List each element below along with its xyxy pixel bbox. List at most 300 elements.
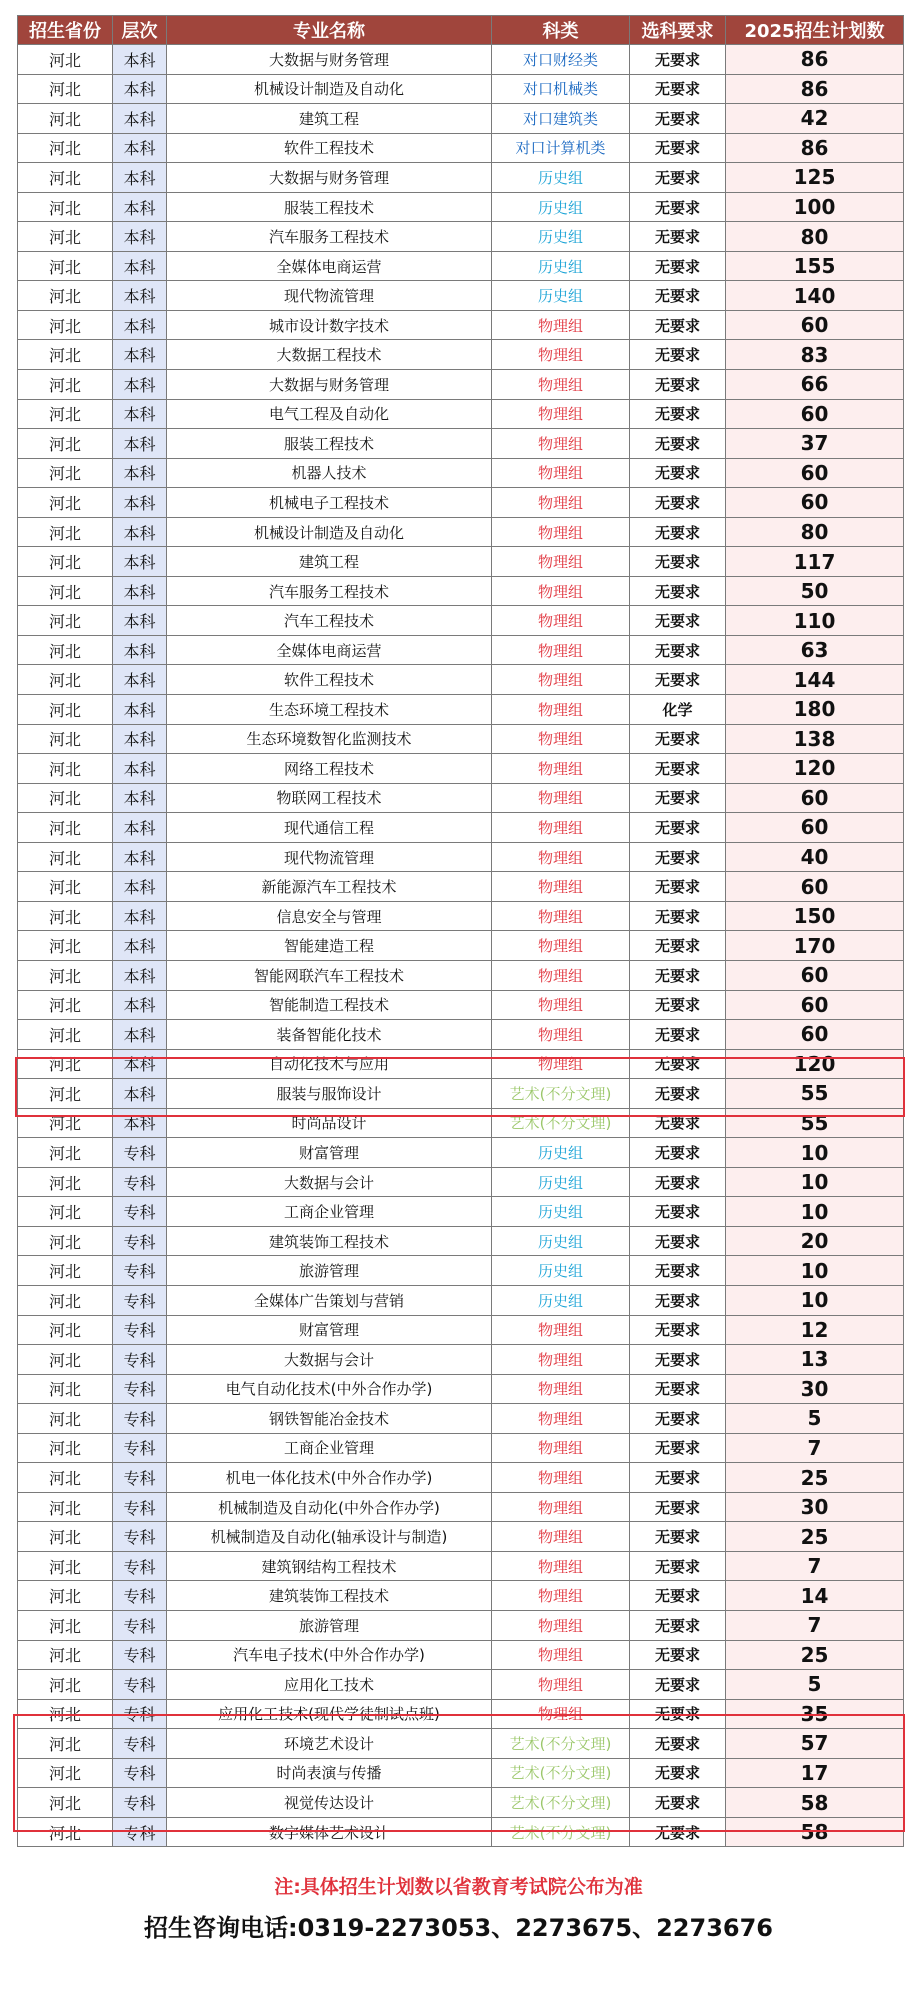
table-row [18, 1315, 904, 1345]
cell-major: 大数据与财务管理 [167, 370, 492, 400]
cell-category: 物理组 [492, 429, 630, 459]
cell-category: 物理组 [492, 517, 630, 547]
cell-level: 专科 [113, 1345, 167, 1375]
cell-major: 装备智能化技术 [167, 1020, 492, 1050]
cell-plan: 110 [726, 606, 904, 636]
cell-requirement: 无要求 [630, 1522, 726, 1552]
cell-requirement: 无要求 [630, 1108, 726, 1138]
cell-requirement: 无要求 [630, 1758, 726, 1788]
cell-level: 专科 [113, 1197, 167, 1227]
cell-major: 工商企业管理 [167, 1433, 492, 1463]
cell-level: 本科 [113, 74, 167, 104]
cell-category: 物理组 [492, 576, 630, 606]
cell-level: 本科 [113, 104, 167, 134]
cell-major: 汽车电子技术(中外合作办学) [167, 1640, 492, 1670]
cell-province: 河北 [18, 872, 113, 902]
cell-category: 艺术(不分文理) [492, 1079, 630, 1109]
table-row [18, 310, 904, 340]
cell-major: 服装工程技术 [167, 192, 492, 222]
table-row [18, 724, 904, 754]
cell-major: 大数据工程技术 [167, 340, 492, 370]
cell-category: 历史组 [492, 1285, 630, 1315]
cell-province: 河北 [18, 990, 113, 1020]
cell-requirement: 无要求 [630, 133, 726, 163]
cell-plan: 117 [726, 547, 904, 577]
cell-major: 环境艺术设计 [167, 1729, 492, 1759]
cell-plan: 55 [726, 1079, 904, 1109]
cell-major: 时尚品设计 [167, 1108, 492, 1138]
cell-category: 艺术(不分文理) [492, 1758, 630, 1788]
cell-requirement: 无要求 [630, 1817, 726, 1847]
cell-province: 河北 [18, 960, 113, 990]
cell-requirement: 无要求 [630, 1285, 726, 1315]
cell-level: 本科 [113, 931, 167, 961]
cell-category: 历史组 [492, 163, 630, 193]
table-row [18, 695, 904, 725]
table-row [18, 931, 904, 961]
cell-province: 河北 [18, 1729, 113, 1759]
cell-province: 河北 [18, 429, 113, 459]
cell-plan: 60 [726, 458, 904, 488]
cell-level: 本科 [113, 635, 167, 665]
table-row [18, 1020, 904, 1050]
cell-province: 河北 [18, 813, 113, 843]
cell-plan: 35 [726, 1699, 904, 1729]
cell-province: 河北 [18, 1285, 113, 1315]
cell-plan: 37 [726, 429, 904, 459]
cell-province: 河北 [18, 1049, 113, 1079]
cell-plan: 20 [726, 1226, 904, 1256]
cell-level: 专科 [113, 1374, 167, 1404]
cell-category: 物理组 [492, 1315, 630, 1345]
cell-category: 对口计算机类 [492, 133, 630, 163]
table-row [18, 1640, 904, 1670]
cell-province: 河北 [18, 783, 113, 813]
cell-category: 物理组 [492, 754, 630, 784]
cell-plan: 170 [726, 931, 904, 961]
cell-province: 河北 [18, 1345, 113, 1375]
cell-plan: 83 [726, 340, 904, 370]
table-row [18, 1404, 904, 1434]
header-major: 专业名称 [167, 16, 492, 45]
cell-requirement: 无要求 [630, 1079, 726, 1109]
cell-requirement: 无要求 [630, 1256, 726, 1286]
cell-category: 物理组 [492, 1699, 630, 1729]
cell-major: 现代物流管理 [167, 281, 492, 311]
cell-province: 河北 [18, 1551, 113, 1581]
cell-category: 艺术(不分文理) [492, 1729, 630, 1759]
cell-major: 机械设计制造及自动化 [167, 517, 492, 547]
cell-level: 本科 [113, 281, 167, 311]
cell-category: 物理组 [492, 990, 630, 1020]
cell-major: 自动化技术与应用 [167, 1049, 492, 1079]
cell-province: 河北 [18, 1197, 113, 1227]
cell-category: 物理组 [492, 488, 630, 518]
cell-requirement: 无要求 [630, 665, 726, 695]
cell-category: 物理组 [492, 635, 630, 665]
cell-requirement: 无要求 [630, 1433, 726, 1463]
cell-plan: 10 [726, 1138, 904, 1168]
table-row [18, 517, 904, 547]
cell-requirement: 无要求 [630, 458, 726, 488]
cell-requirement: 无要求 [630, 842, 726, 872]
cell-province: 河北 [18, 665, 113, 695]
cell-major: 软件工程技术 [167, 133, 492, 163]
cell-requirement: 无要求 [630, 1610, 726, 1640]
cell-level: 专科 [113, 1492, 167, 1522]
cell-level: 专科 [113, 1670, 167, 1700]
cell-province: 河北 [18, 281, 113, 311]
cell-plan: 63 [726, 635, 904, 665]
cell-category: 历史组 [492, 281, 630, 311]
cell-province: 河北 [18, 1670, 113, 1700]
cell-requirement: 无要求 [630, 517, 726, 547]
cell-province: 河北 [18, 842, 113, 872]
table-row [18, 1670, 904, 1700]
table-row [18, 1817, 904, 1847]
cell-province: 河北 [18, 1433, 113, 1463]
cell-requirement: 无要求 [630, 310, 726, 340]
cell-category: 历史组 [492, 1256, 630, 1286]
cell-province: 河北 [18, 340, 113, 370]
cell-category: 物理组 [492, 724, 630, 754]
cell-level: 本科 [113, 960, 167, 990]
cell-requirement: 无要求 [630, 813, 726, 843]
cell-plan: 155 [726, 251, 904, 281]
cell-requirement: 无要求 [630, 1167, 726, 1197]
cell-category: 物理组 [492, 547, 630, 577]
cell-major: 汽车工程技术 [167, 606, 492, 636]
cell-plan: 60 [726, 960, 904, 990]
table-row [18, 1463, 904, 1493]
cell-requirement: 无要求 [630, 576, 726, 606]
cell-requirement: 无要求 [630, 1788, 726, 1818]
cell-province: 河北 [18, 1640, 113, 1670]
cell-province: 河北 [18, 754, 113, 784]
cell-requirement: 无要求 [630, 1729, 726, 1759]
enrollment-plan-table [17, 15, 904, 1847]
cell-requirement: 无要求 [630, 960, 726, 990]
cell-requirement: 无要求 [630, 488, 726, 518]
table-row [18, 1049, 904, 1079]
cell-province: 河北 [18, 1020, 113, 1050]
cell-category: 物理组 [492, 842, 630, 872]
cell-category: 物理组 [492, 1492, 630, 1522]
table-row [18, 901, 904, 931]
table-row [18, 1492, 904, 1522]
cell-plan: 5 [726, 1404, 904, 1434]
cell-major: 工商企业管理 [167, 1197, 492, 1227]
cell-province: 河北 [18, 1610, 113, 1640]
cell-level: 本科 [113, 251, 167, 281]
cell-level: 本科 [113, 399, 167, 429]
cell-plan: 40 [726, 842, 904, 872]
header-category: 科类 [492, 16, 630, 45]
cell-category: 物理组 [492, 399, 630, 429]
cell-plan: 60 [726, 399, 904, 429]
cell-plan: 14 [726, 1581, 904, 1611]
cell-level: 本科 [113, 133, 167, 163]
cell-major: 全媒体广告策划与营销 [167, 1285, 492, 1315]
cell-major: 建筑装饰工程技术 [167, 1226, 492, 1256]
cell-category: 物理组 [492, 872, 630, 902]
table-row [18, 1433, 904, 1463]
cell-province: 河北 [18, 1463, 113, 1493]
header-requirement: 选科要求 [630, 16, 726, 45]
cell-category: 物理组 [492, 1374, 630, 1404]
cell-category: 历史组 [492, 1197, 630, 1227]
table-row [18, 251, 904, 281]
cell-category: 物理组 [492, 901, 630, 931]
cell-province: 河北 [18, 1079, 113, 1109]
table-row [18, 1788, 904, 1818]
cell-province: 河北 [18, 1788, 113, 1818]
cell-requirement: 无要求 [630, 399, 726, 429]
cell-level: 专科 [113, 1167, 167, 1197]
cell-requirement: 无要求 [630, 1551, 726, 1581]
cell-major: 信息安全与管理 [167, 901, 492, 931]
cell-plan: 17 [726, 1758, 904, 1788]
cell-province: 河北 [18, 1315, 113, 1345]
cell-plan: 5 [726, 1670, 904, 1700]
cell-requirement: 无要求 [630, 754, 726, 784]
cell-major: 电气自动化技术(中外合作办学) [167, 1374, 492, 1404]
cell-province: 河北 [18, 133, 113, 163]
cell-plan: 55 [726, 1108, 904, 1138]
cell-plan: 12 [726, 1315, 904, 1345]
table-row [18, 1345, 904, 1375]
cell-requirement: 无要求 [630, 1670, 726, 1700]
cell-category: 物理组 [492, 960, 630, 990]
table-row [18, 783, 904, 813]
cell-requirement: 无要求 [630, 251, 726, 281]
table-row [18, 74, 904, 104]
cell-category: 物理组 [492, 1551, 630, 1581]
cell-category: 物理组 [492, 1640, 630, 1670]
table-row [18, 1226, 904, 1256]
cell-category: 物理组 [492, 1049, 630, 1079]
cell-province: 河北 [18, 695, 113, 725]
cell-requirement: 无要求 [630, 1374, 726, 1404]
cell-requirement: 无要求 [630, 163, 726, 193]
cell-category: 物理组 [492, 340, 630, 370]
cell-plan: 144 [726, 665, 904, 695]
cell-province: 河北 [18, 192, 113, 222]
cell-province: 河北 [18, 1138, 113, 1168]
cell-plan: 25 [726, 1640, 904, 1670]
table-row [18, 458, 904, 488]
header-level: 层次 [113, 16, 167, 45]
cell-level: 专科 [113, 1758, 167, 1788]
cell-major: 建筑钢结构工程技术 [167, 1551, 492, 1581]
table-row [18, 813, 904, 843]
cell-major: 大数据与财务管理 [167, 163, 492, 193]
cell-province: 河北 [18, 576, 113, 606]
table-row [18, 1729, 904, 1759]
cell-province: 河北 [18, 104, 113, 134]
table-body [18, 45, 904, 1847]
cell-major: 机械制造及自动化(轴承设计与制造) [167, 1522, 492, 1552]
cell-level: 本科 [113, 370, 167, 400]
cell-major: 智能建造工程 [167, 931, 492, 961]
cell-province: 河北 [18, 1817, 113, 1847]
cell-province: 河北 [18, 1404, 113, 1434]
cell-plan: 30 [726, 1492, 904, 1522]
cell-plan: 125 [726, 163, 904, 193]
cell-province: 河北 [18, 1522, 113, 1552]
cell-level: 本科 [113, 458, 167, 488]
cell-level: 本科 [113, 488, 167, 518]
cell-plan: 80 [726, 517, 904, 547]
cell-major: 新能源汽车工程技术 [167, 872, 492, 902]
cell-requirement: 化学 [630, 695, 726, 725]
cell-level: 本科 [113, 813, 167, 843]
cell-major: 钢铁智能冶金技术 [167, 1404, 492, 1434]
header-plan: 2025招生计划数 [726, 16, 904, 45]
cell-major: 网络工程技术 [167, 754, 492, 784]
cell-level: 本科 [113, 1108, 167, 1138]
cell-province: 河北 [18, 724, 113, 754]
cell-major: 服装工程技术 [167, 429, 492, 459]
cell-requirement: 无要求 [630, 45, 726, 75]
table-row [18, 429, 904, 459]
table-row [18, 1167, 904, 1197]
table-row [18, 281, 904, 311]
cell-province: 河北 [18, 488, 113, 518]
cell-level: 本科 [113, 1020, 167, 1050]
cell-requirement: 无要求 [630, 429, 726, 459]
cell-major: 物联网工程技术 [167, 783, 492, 813]
cell-major: 汽车服务工程技术 [167, 222, 492, 252]
cell-requirement: 无要求 [630, 1138, 726, 1168]
cell-plan: 180 [726, 695, 904, 725]
table-row [18, 960, 904, 990]
table-row [18, 45, 904, 75]
cell-requirement: 无要求 [630, 104, 726, 134]
cell-major: 城市设计数字技术 [167, 310, 492, 340]
cell-requirement: 无要求 [630, 1581, 726, 1611]
cell-plan: 7 [726, 1551, 904, 1581]
cell-major: 全媒体电商运营 [167, 635, 492, 665]
cell-province: 河北 [18, 1108, 113, 1138]
cell-province: 河北 [18, 45, 113, 75]
table-row [18, 1581, 904, 1611]
cell-level: 本科 [113, 45, 167, 75]
cell-requirement: 无要求 [630, 783, 726, 813]
cell-requirement: 无要求 [630, 724, 726, 754]
table-row [18, 990, 904, 1020]
cell-requirement: 无要求 [630, 1404, 726, 1434]
cell-requirement: 无要求 [630, 340, 726, 370]
cell-plan: 60 [726, 813, 904, 843]
cell-province: 河北 [18, 399, 113, 429]
cell-major: 全媒体电商运营 [167, 251, 492, 281]
cell-province: 河北 [18, 163, 113, 193]
cell-level: 专科 [113, 1433, 167, 1463]
table-row [18, 1699, 904, 1729]
cell-province: 河北 [18, 931, 113, 961]
table-row [18, 1610, 904, 1640]
cell-category: 物理组 [492, 1670, 630, 1700]
cell-province: 河北 [18, 74, 113, 104]
cell-category: 物理组 [492, 310, 630, 340]
cell-requirement: 无要求 [630, 1492, 726, 1522]
cell-level: 本科 [113, 576, 167, 606]
table-row [18, 192, 904, 222]
cell-category: 艺术(不分文理) [492, 1817, 630, 1847]
cell-level: 本科 [113, 310, 167, 340]
cell-province: 河北 [18, 310, 113, 340]
cell-province: 河北 [18, 1758, 113, 1788]
cell-major: 建筑装饰工程技术 [167, 1581, 492, 1611]
table-row [18, 1285, 904, 1315]
cell-category: 物理组 [492, 1433, 630, 1463]
enrollment-plan-sheet [17, 15, 903, 1847]
cell-requirement: 无要求 [630, 74, 726, 104]
cell-major: 机器人技术 [167, 458, 492, 488]
cell-plan: 50 [726, 576, 904, 606]
cell-province: 河北 [18, 635, 113, 665]
cell-level: 专科 [113, 1315, 167, 1345]
cell-level: 本科 [113, 695, 167, 725]
cell-plan: 60 [726, 1020, 904, 1050]
table-row [18, 163, 904, 193]
cell-province: 河北 [18, 1374, 113, 1404]
cell-province: 河北 [18, 1581, 113, 1611]
table-row [18, 872, 904, 902]
cell-major: 应用化工技术(现代学徒制试点班) [167, 1699, 492, 1729]
cell-plan: 120 [726, 1049, 904, 1079]
cell-major: 大数据与财务管理 [167, 45, 492, 75]
cell-major: 生态环境数智化监测技术 [167, 724, 492, 754]
table-row [18, 222, 904, 252]
cell-plan: 58 [726, 1817, 904, 1847]
cell-plan: 13 [726, 1345, 904, 1375]
cell-major: 大数据与会计 [167, 1167, 492, 1197]
cell-plan: 57 [726, 1729, 904, 1759]
cell-major: 数字媒体艺术设计 [167, 1817, 492, 1847]
cell-level: 本科 [113, 429, 167, 459]
cell-requirement: 无要求 [630, 990, 726, 1020]
cell-major: 智能制造工程技术 [167, 990, 492, 1020]
cell-requirement: 无要求 [630, 281, 726, 311]
table-row [18, 1374, 904, 1404]
cell-category: 物理组 [492, 1404, 630, 1434]
header-province: 招生省份 [18, 16, 113, 45]
table-row [18, 104, 904, 134]
cell-category: 物理组 [492, 1610, 630, 1640]
cell-plan: 25 [726, 1522, 904, 1552]
cell-plan: 138 [726, 724, 904, 754]
cell-major: 建筑工程 [167, 104, 492, 134]
cell-requirement: 无要求 [630, 1315, 726, 1345]
table-row [18, 665, 904, 695]
cell-province: 河北 [18, 251, 113, 281]
cell-level: 本科 [113, 901, 167, 931]
cell-category: 对口建筑类 [492, 104, 630, 134]
table-row [18, 1138, 904, 1168]
cell-level: 本科 [113, 724, 167, 754]
cell-plan: 60 [726, 488, 904, 518]
cell-plan: 86 [726, 133, 904, 163]
cell-plan: 120 [726, 754, 904, 784]
cell-category: 物理组 [492, 665, 630, 695]
cell-category: 物理组 [492, 458, 630, 488]
cell-requirement: 无要求 [630, 931, 726, 961]
table-row [18, 488, 904, 518]
cell-requirement: 无要求 [630, 1640, 726, 1670]
cell-requirement: 无要求 [630, 606, 726, 636]
